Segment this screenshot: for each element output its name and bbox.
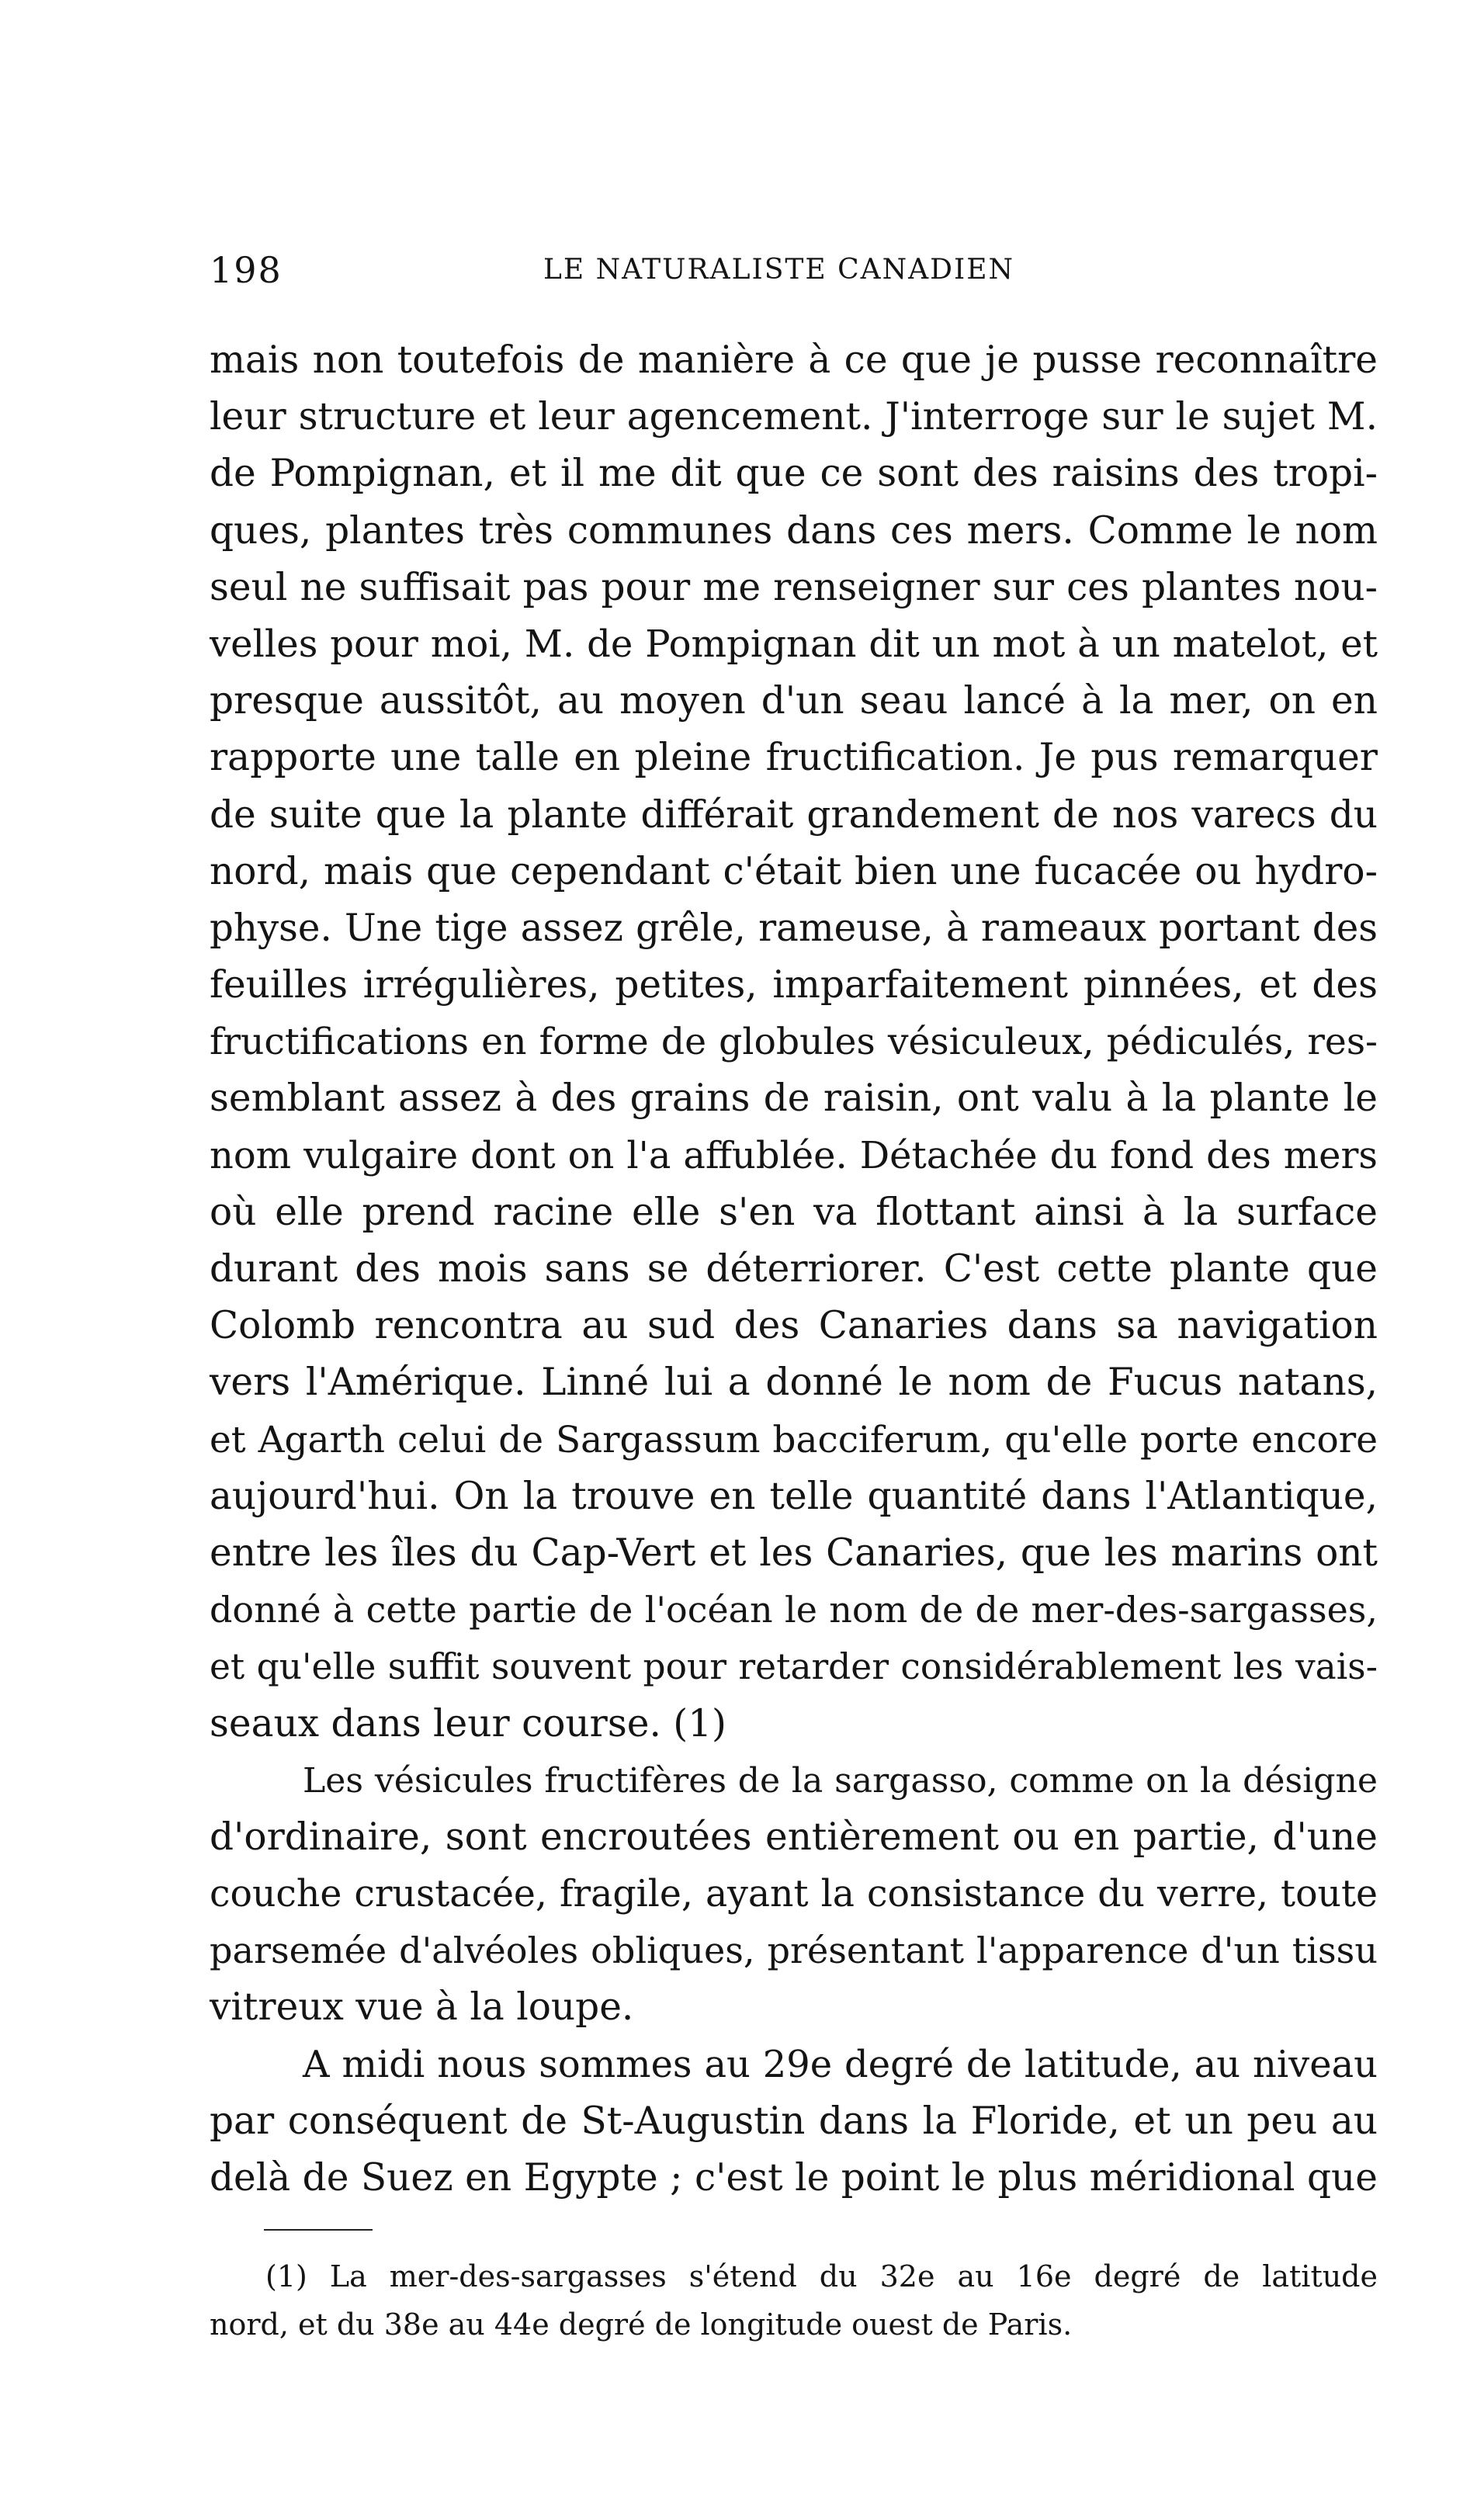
text-line: entre les îles du Cap-Vert et les Canaries, que les marins ont bbox=[210, 1531, 1378, 1575]
text-line: parsemée d'alvéoles obliques, présentant l'apparence d'un tissu bbox=[210, 1929, 1378, 1972]
text-line: vers l'Amérique. Linné lui a donné le nom de Fucus natans, bbox=[210, 1361, 1378, 1405]
text-line: seaux dans leur course. (1) bbox=[210, 1701, 726, 1746]
text-line: leur structure et leur agencement. J'interroge sur le sujet M. bbox=[210, 395, 1378, 439]
text-line: physe. Une tige assez grêle, rameuse, à rameaux portant des bbox=[210, 906, 1378, 950]
text-line: couche crustacée, fragile, ayant la consistance du verre, toute bbox=[210, 1873, 1378, 1916]
text-line: aujourd'hui. On la trouve en telle quantité dans l'Atlantique, bbox=[210, 1474, 1378, 1518]
footnote-line: (1) La mer-des-sargasses s'étend du 32e au 16e degré de latitude bbox=[265, 2259, 1378, 2293]
text-line: semblant assez à des grains de raisin, ont valu à la plante le bbox=[210, 1076, 1378, 1121]
text-line: delà de Suez en Egypte ; c'est le point le plus méridional que bbox=[210, 2156, 1378, 2200]
page-header bbox=[210, 247, 1378, 293]
text-line: nom vulgaire dont on l'a affublée. Détachée du fond des mers bbox=[210, 1134, 1378, 1177]
footnote-divider bbox=[264, 2229, 373, 2231]
text-line: presque aussitôt, au moyen d'un seau lancé à la mer, on en bbox=[210, 679, 1378, 723]
text-line: de suite que la plante différait grandement de nos varecs du bbox=[210, 792, 1378, 837]
text-line: ques, plantes très communes dans ces mers. Comme le nom bbox=[210, 508, 1378, 553]
text-line: rapporte une talle en pleine fructification. Je pus remarquer bbox=[210, 736, 1378, 780]
text-line: feuilles irrégulières, petites, imparfaitement pinnées, et des bbox=[210, 963, 1378, 1007]
text-line: nord, mais que cependant c'était bien une fucacée ou hydro- bbox=[210, 849, 1378, 893]
text-line: et qu'elle suffit souvent pour retarder considérablement les vais- bbox=[210, 1646, 1378, 1688]
footnotes bbox=[210, 2252, 1378, 2349]
text-line: mais non toutefois de manière à ce que je pusse reconnaître bbox=[210, 338, 1378, 382]
text-line: Colomb rencontra au sud des Canaries dans sa navigation bbox=[210, 1304, 1378, 1348]
text-line: fructifications en forme de globules vésiculeux, pédiculés, res- bbox=[210, 1021, 1378, 1064]
text-line: durant des mois sans se déterriorer. C'est cette plante que bbox=[210, 1247, 1378, 1291]
text-line: de Pompignan, et il me dit que ce sont des raisins des tropi- bbox=[210, 452, 1378, 496]
text-line: où elle prend racine elle s'en va flottant ainsi à la surface bbox=[210, 1190, 1378, 1234]
body-text bbox=[210, 332, 1378, 2207]
running-title: LE NATURALISTE CANADIEN bbox=[543, 254, 1015, 286]
text-line: vitreux vue à la loupe. bbox=[210, 1985, 634, 2030]
paragraph-first-line: A midi nous sommes au 29e degré de latitude, au niveau bbox=[303, 2043, 1378, 2086]
text-line: par conséquent de St-Augustin dans la Floride, et un peu au bbox=[210, 2099, 1378, 2143]
text-line: et Agarth celui de Sargassum bacciferum, qu'elle porte encore bbox=[210, 1418, 1378, 1461]
text-line: d'ordinaire, sont encroutées entièrement ou en partie, d'une bbox=[210, 1815, 1378, 1859]
text-line: seul ne suffisait pas pour me renseigner sur ces plantes nou- bbox=[210, 565, 1378, 609]
page-number: 198 bbox=[210, 249, 283, 291]
text-line: velles pour moi, M. de Pompignan dit un mot à un matelot, et bbox=[210, 622, 1378, 666]
footnote-line: nord, et du 38e au 44e degré de longitude ouest de Paris. bbox=[210, 2307, 1073, 2342]
paragraph-first-line: Les vésicules fructifères de la sargasso, comme on la désigne bbox=[303, 1760, 1378, 1801]
text-line: donné à cette partie de l'océan le nom de de mer-des-sargasses, bbox=[210, 1589, 1378, 1631]
